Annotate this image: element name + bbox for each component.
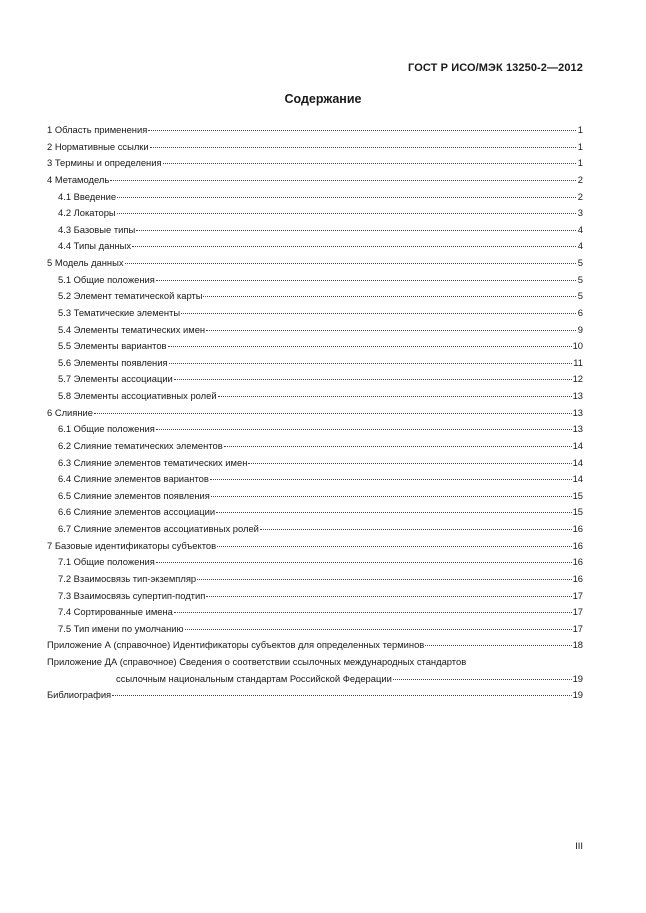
toc-entry-label: 4.4 Типы данных [58, 240, 132, 252]
toc-entry-label: 7.1 Общие положения [58, 556, 155, 568]
dot-leader [136, 230, 576, 231]
toc-entry-label: 5.3 Тематические элементы [58, 306, 181, 318]
dot-leader [203, 296, 576, 297]
dot-leader [132, 246, 576, 247]
dot-leader [112, 695, 571, 696]
toc-entry-label: 6.6 Слияние элементов ассоциации [58, 506, 216, 518]
toc-entry[interactable] [47, 687, 583, 704]
dot-leader [156, 429, 572, 430]
toc-entry[interactable] [47, 538, 583, 555]
toc-entry-page: 16 [572, 556, 583, 568]
toc-entry-label: 5.4 Элементы тематических имен [58, 323, 206, 335]
toc-entry[interactable] [47, 172, 583, 189]
toc-entry-page: 13 [572, 406, 583, 418]
toc-entry-page: 16 [572, 539, 583, 551]
dot-leader [185, 629, 572, 630]
toc-entry-label: 6.1 Общие положения [58, 423, 155, 435]
dot-leader [425, 645, 571, 646]
toc-entry-page: 10 [572, 340, 583, 352]
toc-entry-label: 4.3 Базовые типы [58, 223, 136, 235]
toc-entry-label: Библиография [47, 689, 112, 701]
toc-entry-label: 3 Термины и определения [47, 157, 162, 169]
toc-entry-page: 6 [577, 306, 583, 318]
dot-leader [174, 379, 572, 380]
toc-entry[interactable] [47, 571, 583, 588]
toc-entry-label: 6.2 Слияние тематических элементов [58, 439, 223, 451]
toc-entry[interactable] [47, 554, 583, 571]
toc-entry[interactable] [47, 438, 583, 455]
toc-entry-page: 1 [577, 157, 583, 169]
toc-entry-label: 5.6 Элементы появления [58, 356, 168, 368]
toc-entry[interactable] [47, 305, 583, 322]
toc-entry-label: 7.3 Взаимосвязь супертип-подтип [58, 589, 206, 601]
toc-entry-label: 6.5 Слияние элементов появления [58, 489, 210, 501]
toc-entry[interactable] [47, 355, 583, 372]
toc-entry[interactable] [47, 322, 583, 339]
toc-entry-label: Приложение ДА (справочное) Сведения о соответствии ссылочных международных стандартов [47, 656, 467, 667]
toc-entry-label: 5 Модель данных [47, 257, 124, 268]
dot-leader [181, 313, 576, 314]
toc-entry-page: 13 [572, 423, 583, 435]
dot-leader [110, 180, 576, 181]
dot-leader [117, 197, 576, 198]
toc-entry[interactable] [47, 421, 583, 438]
toc-entry-page: 9 [577, 323, 583, 335]
toc-entry[interactable] [47, 671, 583, 688]
toc-entry-label: 7.4 Сортированные имена [58, 606, 173, 618]
toc-entry[interactable] [47, 604, 583, 621]
toc-entry-page: 11 [573, 356, 583, 368]
toc-entry[interactable] [47, 222, 583, 239]
toc-entry-label: ссылочным национальным стандартам Российской Федерации [116, 672, 392, 684]
toc-entry-page: 16 [572, 572, 583, 584]
toc-entry[interactable] [47, 455, 583, 472]
dot-leader [216, 512, 571, 513]
toc-entry-page: 14 [572, 439, 583, 451]
toc-entry-label: 4 Метамодель [47, 173, 110, 185]
toc-entry-page: 18 [572, 639, 583, 651]
dot-leader [217, 546, 571, 547]
dot-leader [156, 280, 576, 281]
toc-entry[interactable] [47, 371, 583, 388]
table-of-contents [47, 122, 583, 704]
toc-entry-page: 14 [572, 473, 583, 485]
toc-entry-label: 7 Базовые идентификаторы субъектов [47, 539, 217, 551]
toc-entry-page: 1 [577, 140, 583, 152]
toc-entry[interactable] [47, 189, 583, 206]
dot-leader [206, 596, 571, 597]
toc-entry-label: 6.4 Слияние элементов вариантов [58, 473, 209, 485]
toc-entry[interactable] [47, 255, 583, 272]
toc-entry[interactable] [47, 405, 583, 422]
toc-entry-label: 6 Слияние [47, 406, 94, 418]
dot-leader [210, 479, 572, 480]
toc-entry-page: 1 [577, 124, 583, 135]
toc-entry-page: 13 [572, 390, 583, 401]
toc-entry-label: 5.5 Элементы вариантов [58, 340, 167, 352]
toc-entry-label: Приложение А (справочное) Идентификаторы субъектов для определенных терминов [47, 639, 425, 651]
dot-leader [150, 147, 576, 148]
toc-entry[interactable] [47, 521, 583, 538]
dot-leader [197, 579, 571, 580]
toc-entry[interactable] [47, 621, 583, 638]
toc-entry[interactable] [47, 122, 583, 139]
dot-leader [260, 529, 572, 530]
toc-entry-page: 16 [572, 523, 583, 534]
dot-leader [94, 413, 572, 414]
toc-entry-page: 14 [572, 456, 583, 468]
toc-entry-label: 5.7 Элементы ассоциации [58, 373, 173, 385]
toc-entry-label: 5.1 Общие положения [58, 273, 155, 285]
toc-entry-page: 15 [572, 489, 583, 501]
toc-entry-page: 5 [577, 290, 583, 302]
dot-leader [393, 679, 572, 680]
dot-leader [168, 346, 572, 347]
toc-entry-label: 1 Область применения [47, 124, 148, 135]
dot-leader [156, 562, 572, 563]
page-title: Содержание [284, 92, 362, 106]
toc-entry-page: 4 [577, 223, 583, 235]
toc-entry-label: 7.2 Взаимосвязь тип-экземпляр [58, 572, 197, 584]
toc-entry-page: 2 [577, 173, 583, 185]
toc-entry[interactable] [47, 654, 583, 671]
toc-entry[interactable] [47, 139, 583, 156]
toc-entry[interactable] [47, 388, 583, 405]
toc-entry-label: 7.5 Тип имени по умолчанию [58, 622, 184, 634]
toc-entry-label: 6.3 Слияние элементов тематических имен [58, 456, 248, 468]
toc-entry-label: 5.2 Элемент тематической карты [58, 290, 203, 302]
dot-leader [163, 163, 576, 164]
dot-leader [125, 263, 576, 264]
toc-entry-label: 2 Нормативные ссылки [47, 140, 149, 152]
toc-entry-page: 2 [577, 190, 583, 202]
toc-entry-page: 5 [577, 257, 583, 268]
toc-entry-page: 17 [572, 622, 583, 634]
toc-entry-page: 15 [572, 506, 583, 518]
dot-leader [211, 496, 572, 497]
toc-entry[interactable] [47, 272, 583, 289]
dot-leader [148, 130, 576, 131]
toc-entry[interactable] [47, 588, 583, 605]
toc-entry-page: 12 [572, 373, 583, 385]
dot-leader [206, 330, 576, 331]
dot-leader [169, 363, 573, 364]
toc-entry[interactable] [47, 238, 583, 255]
toc-entry-page: 17 [572, 589, 583, 601]
toc-entry-page: 3 [577, 207, 583, 219]
page-number: III [575, 841, 583, 852]
toc-entry-page: 5 [577, 273, 583, 285]
toc-entry[interactable] [47, 488, 583, 505]
standard-id-header: ГОСТ Р ИСО/МЭК 13250-2—2012 [408, 62, 583, 74]
toc-entry[interactable] [47, 155, 583, 172]
toc-entry-page: 4 [577, 240, 583, 252]
toc-entry[interactable] [47, 471, 583, 488]
dot-leader [218, 396, 572, 397]
dot-leader [117, 213, 576, 214]
toc-entry[interactable] [47, 205, 583, 222]
toc-entry-label: 5.8 Элементы ассоциативных ролей [58, 390, 217, 401]
toc-entry[interactable] [47, 637, 583, 654]
toc-entry-page: 19 [572, 672, 583, 684]
dot-leader [248, 463, 571, 464]
toc-entry-page: 17 [572, 606, 583, 618]
toc-entry-label: 4.2 Локаторы [58, 207, 116, 219]
toc-entry[interactable] [47, 338, 583, 355]
toc-entry-page: 19 [572, 689, 583, 701]
toc-entry-label: 6.7 Слияние элементов ассоциативных ролей [58, 523, 259, 534]
toc-entry[interactable] [47, 504, 583, 521]
toc-entry[interactable] [47, 288, 583, 305]
dot-leader [174, 612, 572, 613]
dot-leader [224, 446, 572, 447]
toc-entry-label: 4.1 Введение [58, 190, 117, 202]
